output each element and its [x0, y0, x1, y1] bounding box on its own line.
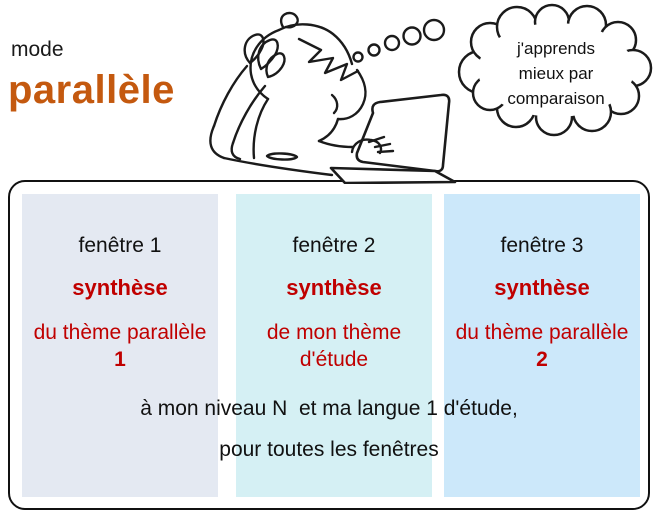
footer-note-line2: pour toutes les fenêtres [219, 438, 439, 461]
window-title: fenêtre 3 [500, 234, 584, 257]
bubble-line-3: comparaison [507, 89, 605, 108]
synthesis-label: synthèse [494, 275, 590, 300]
synthesis-label: synthèse [286, 275, 382, 300]
person-illustration [0, 0, 657, 184]
window-title: fenêtre 1 [78, 234, 162, 257]
synthesis-desc-line2: d'étude [299, 348, 369, 371]
synthesis-desc: du thème parallèle [455, 321, 629, 344]
bubble-line-2: mieux par [518, 64, 594, 83]
page-title: parallèle [8, 68, 175, 112]
mode-label: mode [11, 38, 64, 61]
synthesis-desc-number: 2 [536, 348, 548, 371]
synthesis-label: synthèse [72, 275, 168, 300]
bubble-line-1: j'apprends [517, 39, 595, 58]
synthesis-desc: du thème parallèle [33, 321, 207, 344]
footer-note-line1: à mon niveau N et ma langue 1 d'étude, [140, 397, 518, 420]
thought-dots [354, 20, 445, 62]
windows-board [8, 180, 650, 510]
window-title: fenêtre 2 [292, 234, 376, 257]
laptop-icon [331, 95, 455, 183]
synthesis-desc-number: 1 [114, 348, 126, 371]
synthesis-desc: de mon thème [266, 321, 402, 344]
